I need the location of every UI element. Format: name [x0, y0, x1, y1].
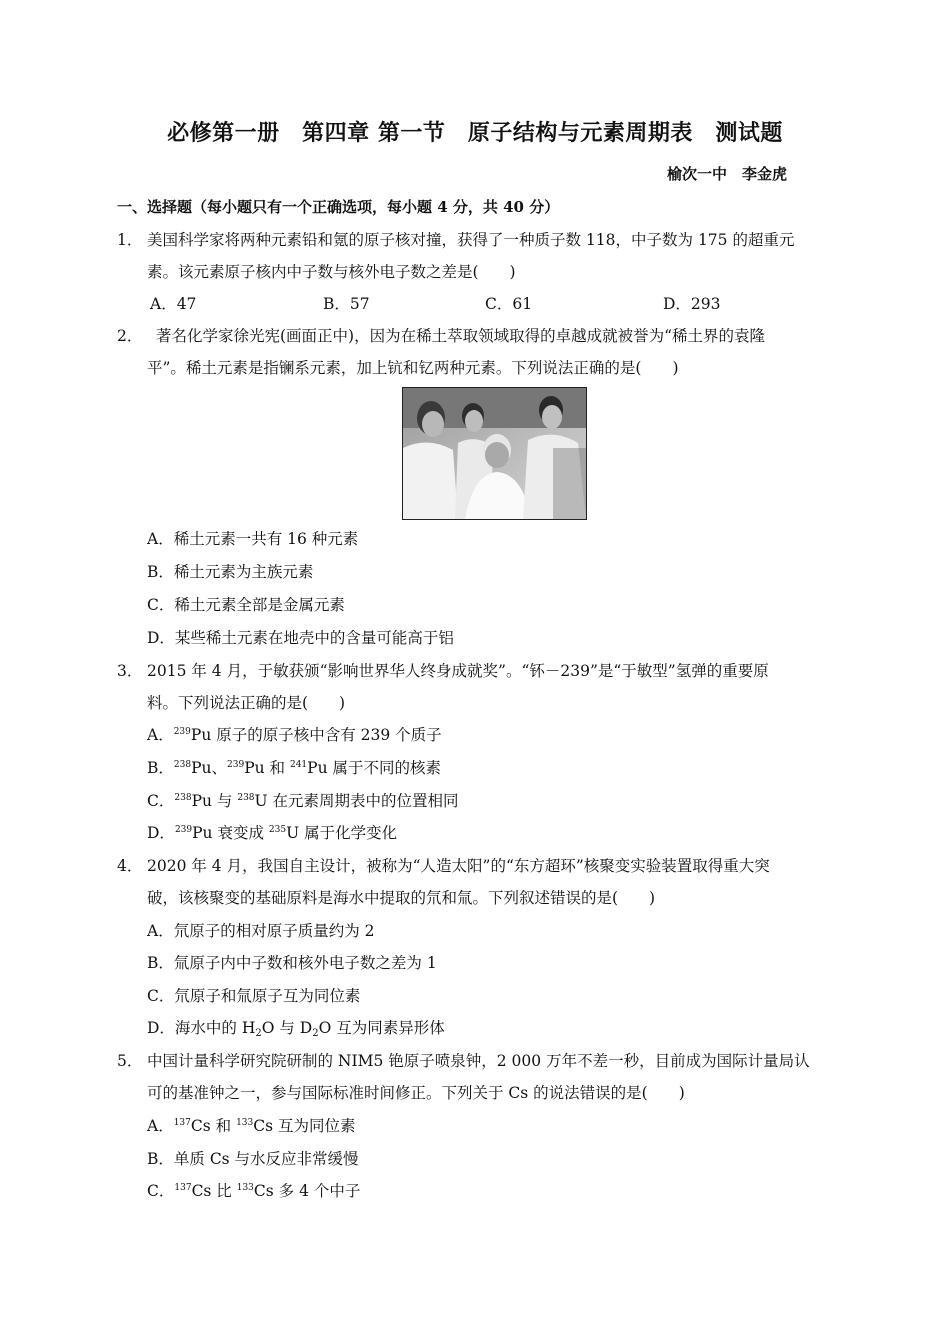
question-3-option-c [147, 791, 459, 811]
question-4-option-d [147, 1018, 445, 1038]
option-text: Pu 属于不同的核素 [307, 759, 441, 777]
question-3-option-b [147, 758, 441, 778]
mass-number: 235 [268, 825, 287, 835]
question-2-number: 2． [117, 327, 143, 345]
question-4-number: 4． [117, 857, 143, 875]
option-label: C． [147, 792, 175, 810]
mass-number: 137 [174, 1183, 192, 1193]
question-1-option-a: A．47 [150, 295, 197, 313]
option-text: Cs 和 [190, 1117, 237, 1135]
author-line: 榆次一中 李金虎 [667, 165, 788, 183]
question-3-line-1: 2015 年 4 月，于敏获颁“影响世界华人终身成就奖”。“钚－239”是“于敏型”氢弹的重要原 [147, 662, 769, 680]
option-text: Pu 和 [244, 759, 290, 777]
question-2-option-a: A．稀土元素一共有 16 种元素 [147, 530, 359, 548]
mass-number: 241 [289, 760, 308, 770]
mass-number: 238 [237, 793, 255, 803]
question-5-line-2: 可的基准钟之一，参与国际标准时间修正。下列关于 Cs 的说法错误的是( ) [147, 1084, 685, 1102]
question-3-number: 3． [117, 662, 143, 680]
option-text: D．海水中的 H [147, 1019, 256, 1037]
option-text: Pu 与 [191, 792, 238, 810]
question-1-line-1: 美国科学家将两种元素铅和氪的原子核对撞，获得了一种质子数 118，中子数为 175 的超重元 [147, 231, 795, 249]
page-title: 必修第一册 第四章 第一节 原子结构与元素周期表 测试题 [167, 120, 783, 146]
option-text: Pu 原子的原子核中含有 239 个质子 [190, 726, 442, 744]
option-text: U 在元素周期表中的位置相同 [254, 792, 459, 810]
option-label: C． [147, 1182, 175, 1200]
question-4-option-c: C．氘原子和氚原子互为同位素 [147, 987, 361, 1005]
option-label: A． [147, 1117, 174, 1135]
mass-number: 239 [227, 760, 245, 770]
question-4-line-1: 2020 年 4 月，我国自主设计，被称为“人造太阳”的“东方超环”核聚变实验装置取得重大突 [147, 857, 770, 875]
question-5-option-a [147, 1116, 356, 1136]
question-2-line-1: 著名化学家徐光宪(画面正中)，因为在稀土萃取领域取得的卓越成就被誉为“稀土界的袁隆 [156, 327, 766, 345]
subscript: 2 [312, 1028, 319, 1039]
mass-number: 137 [173, 1118, 191, 1128]
question-2-option-d: D．某些稀土元素在地壳中的含量可能高于铝 [147, 629, 454, 647]
option-text: Cs 比 [191, 1182, 237, 1200]
subscript: 2 [255, 1028, 262, 1039]
question-2-line-2: 平”。稀土元素是指镧系元素，加上钪和钇两种元素。下列说法正确的是( ) [147, 359, 679, 377]
option-text: Cs 互为同位素 [253, 1117, 356, 1135]
mass-number: 133 [236, 1118, 254, 1128]
option-label: B． [147, 759, 174, 777]
question-1-option-d: D．293 [663, 295, 721, 313]
option-text: U 属于化学变化 [286, 824, 398, 842]
question-4-line-2: 破，该核聚变的基础原料是海水中提取的氘和氚。下列叙述错误的是( ) [147, 889, 656, 907]
question-4-option-b: B．氚原子内中子数和核外电子数之差为 1 [147, 954, 437, 972]
question-3-line-2: 料。下列说法正确的是( ) [147, 694, 346, 712]
option-label: D． [147, 824, 175, 842]
section-heading: 一、选择题（每小题只有一个正确选项，每小题 4 分，共 40 分） [117, 198, 560, 216]
option-text: Pu、 [191, 759, 227, 777]
mass-number: 238 [173, 760, 192, 770]
option-text: Cs 多 4 个中子 [253, 1182, 361, 1200]
question-2-option-b: B．稀土元素为主族元素 [147, 563, 314, 581]
mass-number: 239 [173, 727, 191, 737]
question-1-option-c: C．61 [485, 295, 533, 313]
question-1-option-b: B．57 [323, 295, 370, 313]
question-4-option-a: A．氘原子的相对原子质量约为 2 [147, 922, 375, 940]
mass-number: 238 [174, 793, 192, 803]
option-text: O 与 D [261, 1019, 313, 1037]
question-2-option-c: C．稀土元素全部是金属元素 [147, 596, 345, 614]
question-5-option-b: B．单质 Cs 与水反应非常缓慢 [147, 1150, 359, 1168]
mass-number: 133 [236, 1183, 254, 1193]
chemist-photo-graphic [403, 388, 586, 519]
question-3-option-a [147, 725, 442, 745]
option-text: Pu 衰变成 [192, 824, 269, 842]
question-3-option-d [147, 823, 397, 843]
option-text: O 互为同素异形体 [318, 1019, 445, 1037]
mass-number: 239 [174, 825, 193, 835]
chemist-photo [402, 387, 587, 520]
question-5-number: 5． [117, 1052, 143, 1070]
question-1-line-2: 素。该元素原子核内中子数与核外电子数之差是( ) [147, 263, 516, 281]
question-1-number: 1． [117, 231, 143, 249]
question-5-option-c [147, 1181, 360, 1201]
option-label: A． [147, 726, 174, 744]
question-5-line-1: 中国计量科学研究院研制的 NIM5 铯原子喷泉钟，2 000 万年不差一秒，目前成为国际计量局认 [147, 1052, 810, 1070]
